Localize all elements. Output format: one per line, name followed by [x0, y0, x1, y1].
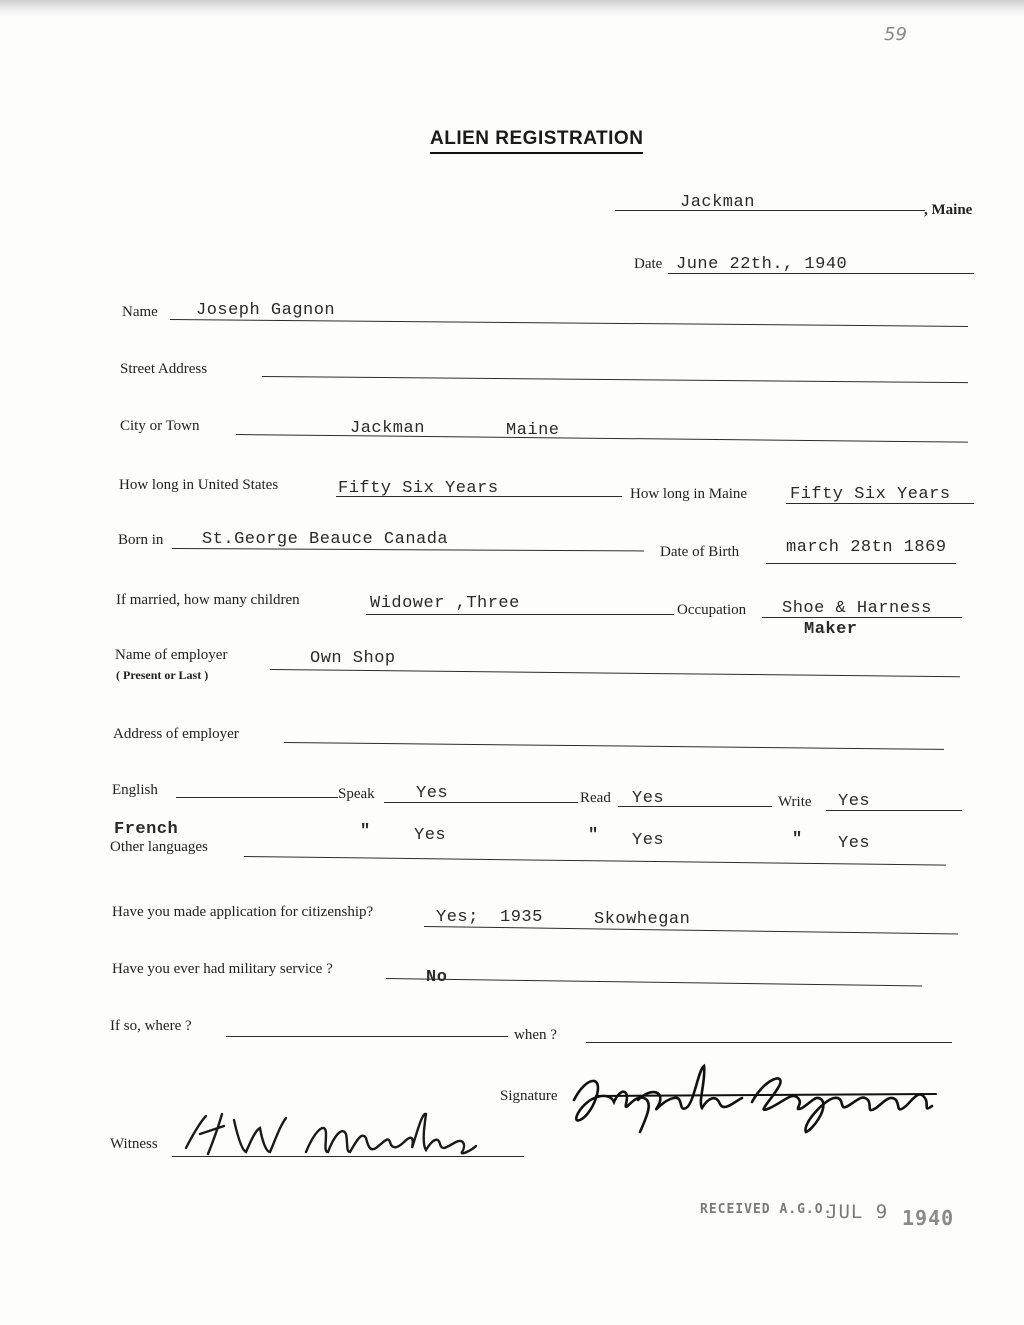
children-value: Widower ,Three [370, 594, 520, 613]
scan-edge [0, 0, 1024, 16]
ditto-speak: " [360, 822, 371, 841]
children-label: If married, how many children [116, 592, 300, 608]
children-line [366, 614, 674, 615]
us-duration-label: How long in United States [119, 477, 279, 493]
english-speak-line [384, 802, 578, 803]
town-line [615, 210, 925, 211]
speak-label: Speak [338, 786, 375, 802]
maine-duration-line [786, 503, 974, 504]
where-line [226, 1036, 508, 1037]
date-line [668, 273, 974, 274]
maine-duration-label: How long in Maine [630, 486, 748, 502]
read-label: Read [580, 790, 611, 806]
when-line [586, 1042, 952, 1043]
other-read-value: Yes [632, 831, 665, 850]
witness-line [172, 1156, 524, 1157]
citizenship-answer: Yes; [436, 908, 479, 927]
date-value: June 22th., 1940 [676, 255, 848, 274]
citizenship-line [424, 926, 958, 934]
born-value: St.George Beauce Canada [202, 530, 449, 549]
military-label: Have you ever had military service ? [112, 961, 333, 977]
state-label: , Maine [924, 202, 973, 218]
military-line [386, 978, 922, 986]
city-value: Jackman [350, 419, 425, 438]
signature-label: Signature [500, 1088, 558, 1104]
city-line [236, 434, 968, 443]
when-label: when ? [514, 1027, 557, 1043]
dob-value: march 28tn 1869 [786, 538, 947, 557]
other-write-value: Yes [838, 834, 871, 853]
ditto-write: " [792, 830, 803, 849]
employer-sublabel: ( Present or Last ) [116, 668, 209, 682]
city-label: City or Town [120, 418, 200, 434]
occupation-value-line2: Maker [804, 620, 858, 639]
english-read-line [618, 806, 772, 807]
town-value: Jackman [680, 193, 755, 212]
received-stamp-text: RECEIVED A.G.O. [700, 1202, 833, 1217]
english-write-value: Yes [838, 792, 871, 811]
employer-line [270, 669, 960, 677]
witness-label: Witness [110, 1136, 158, 1152]
form-title: ALIEN REGISTRATION [430, 128, 643, 154]
occupation-value-line1: Shoe & Harness [782, 599, 932, 618]
us-duration-value: Fifty Six Years [338, 479, 499, 498]
military-answer: No [426, 968, 448, 987]
name-label: Name [122, 304, 158, 320]
corner-note: 59 [884, 24, 907, 45]
english-label: English [112, 782, 158, 798]
citizenship-year: 1935 [500, 908, 543, 927]
other-languages-label: Other languages [110, 839, 208, 855]
name-line [170, 319, 968, 327]
employer-value: Own Shop [310, 649, 396, 668]
dob-line [766, 563, 956, 564]
born-line [172, 548, 644, 551]
write-label: Write [778, 794, 812, 810]
street-line [262, 376, 968, 383]
other-speak-value: Yes [414, 826, 447, 845]
received-stamp-date: JUL 9 [826, 1201, 889, 1223]
other-languages-line [244, 856, 946, 866]
occupation-label: Occupation [677, 602, 747, 618]
us-duration-line [336, 496, 622, 497]
other-language-value: French [114, 820, 179, 839]
citizenship-place: Skowhegan [594, 910, 691, 929]
ditto-read: " [588, 826, 599, 845]
city-state-value: Maine [506, 421, 560, 440]
english-write-line [826, 810, 962, 811]
name-value: Joseph Gagnon [196, 301, 336, 320]
english-speak-value: Yes [416, 784, 449, 803]
english-line [176, 797, 338, 798]
citizenship-label: Have you made application for citizenship? [112, 904, 374, 920]
street-label: Street Address [120, 361, 208, 377]
where-label: If so, where ? [110, 1018, 192, 1034]
employer-address-line [284, 742, 944, 750]
received-stamp-year: 1940 [902, 1206, 955, 1230]
date-label: Date [634, 256, 663, 272]
employer-label: Name of employer [115, 647, 228, 663]
english-read-value: Yes [632, 789, 665, 808]
occupation-line [762, 617, 962, 618]
dob-label: Date of Birth [660, 544, 740, 560]
born-label: Born in [118, 532, 164, 548]
signature-image [566, 1058, 946, 1138]
employer-address-label: Address of employer [113, 726, 239, 742]
maine-duration-value: Fifty Six Years [790, 485, 951, 504]
